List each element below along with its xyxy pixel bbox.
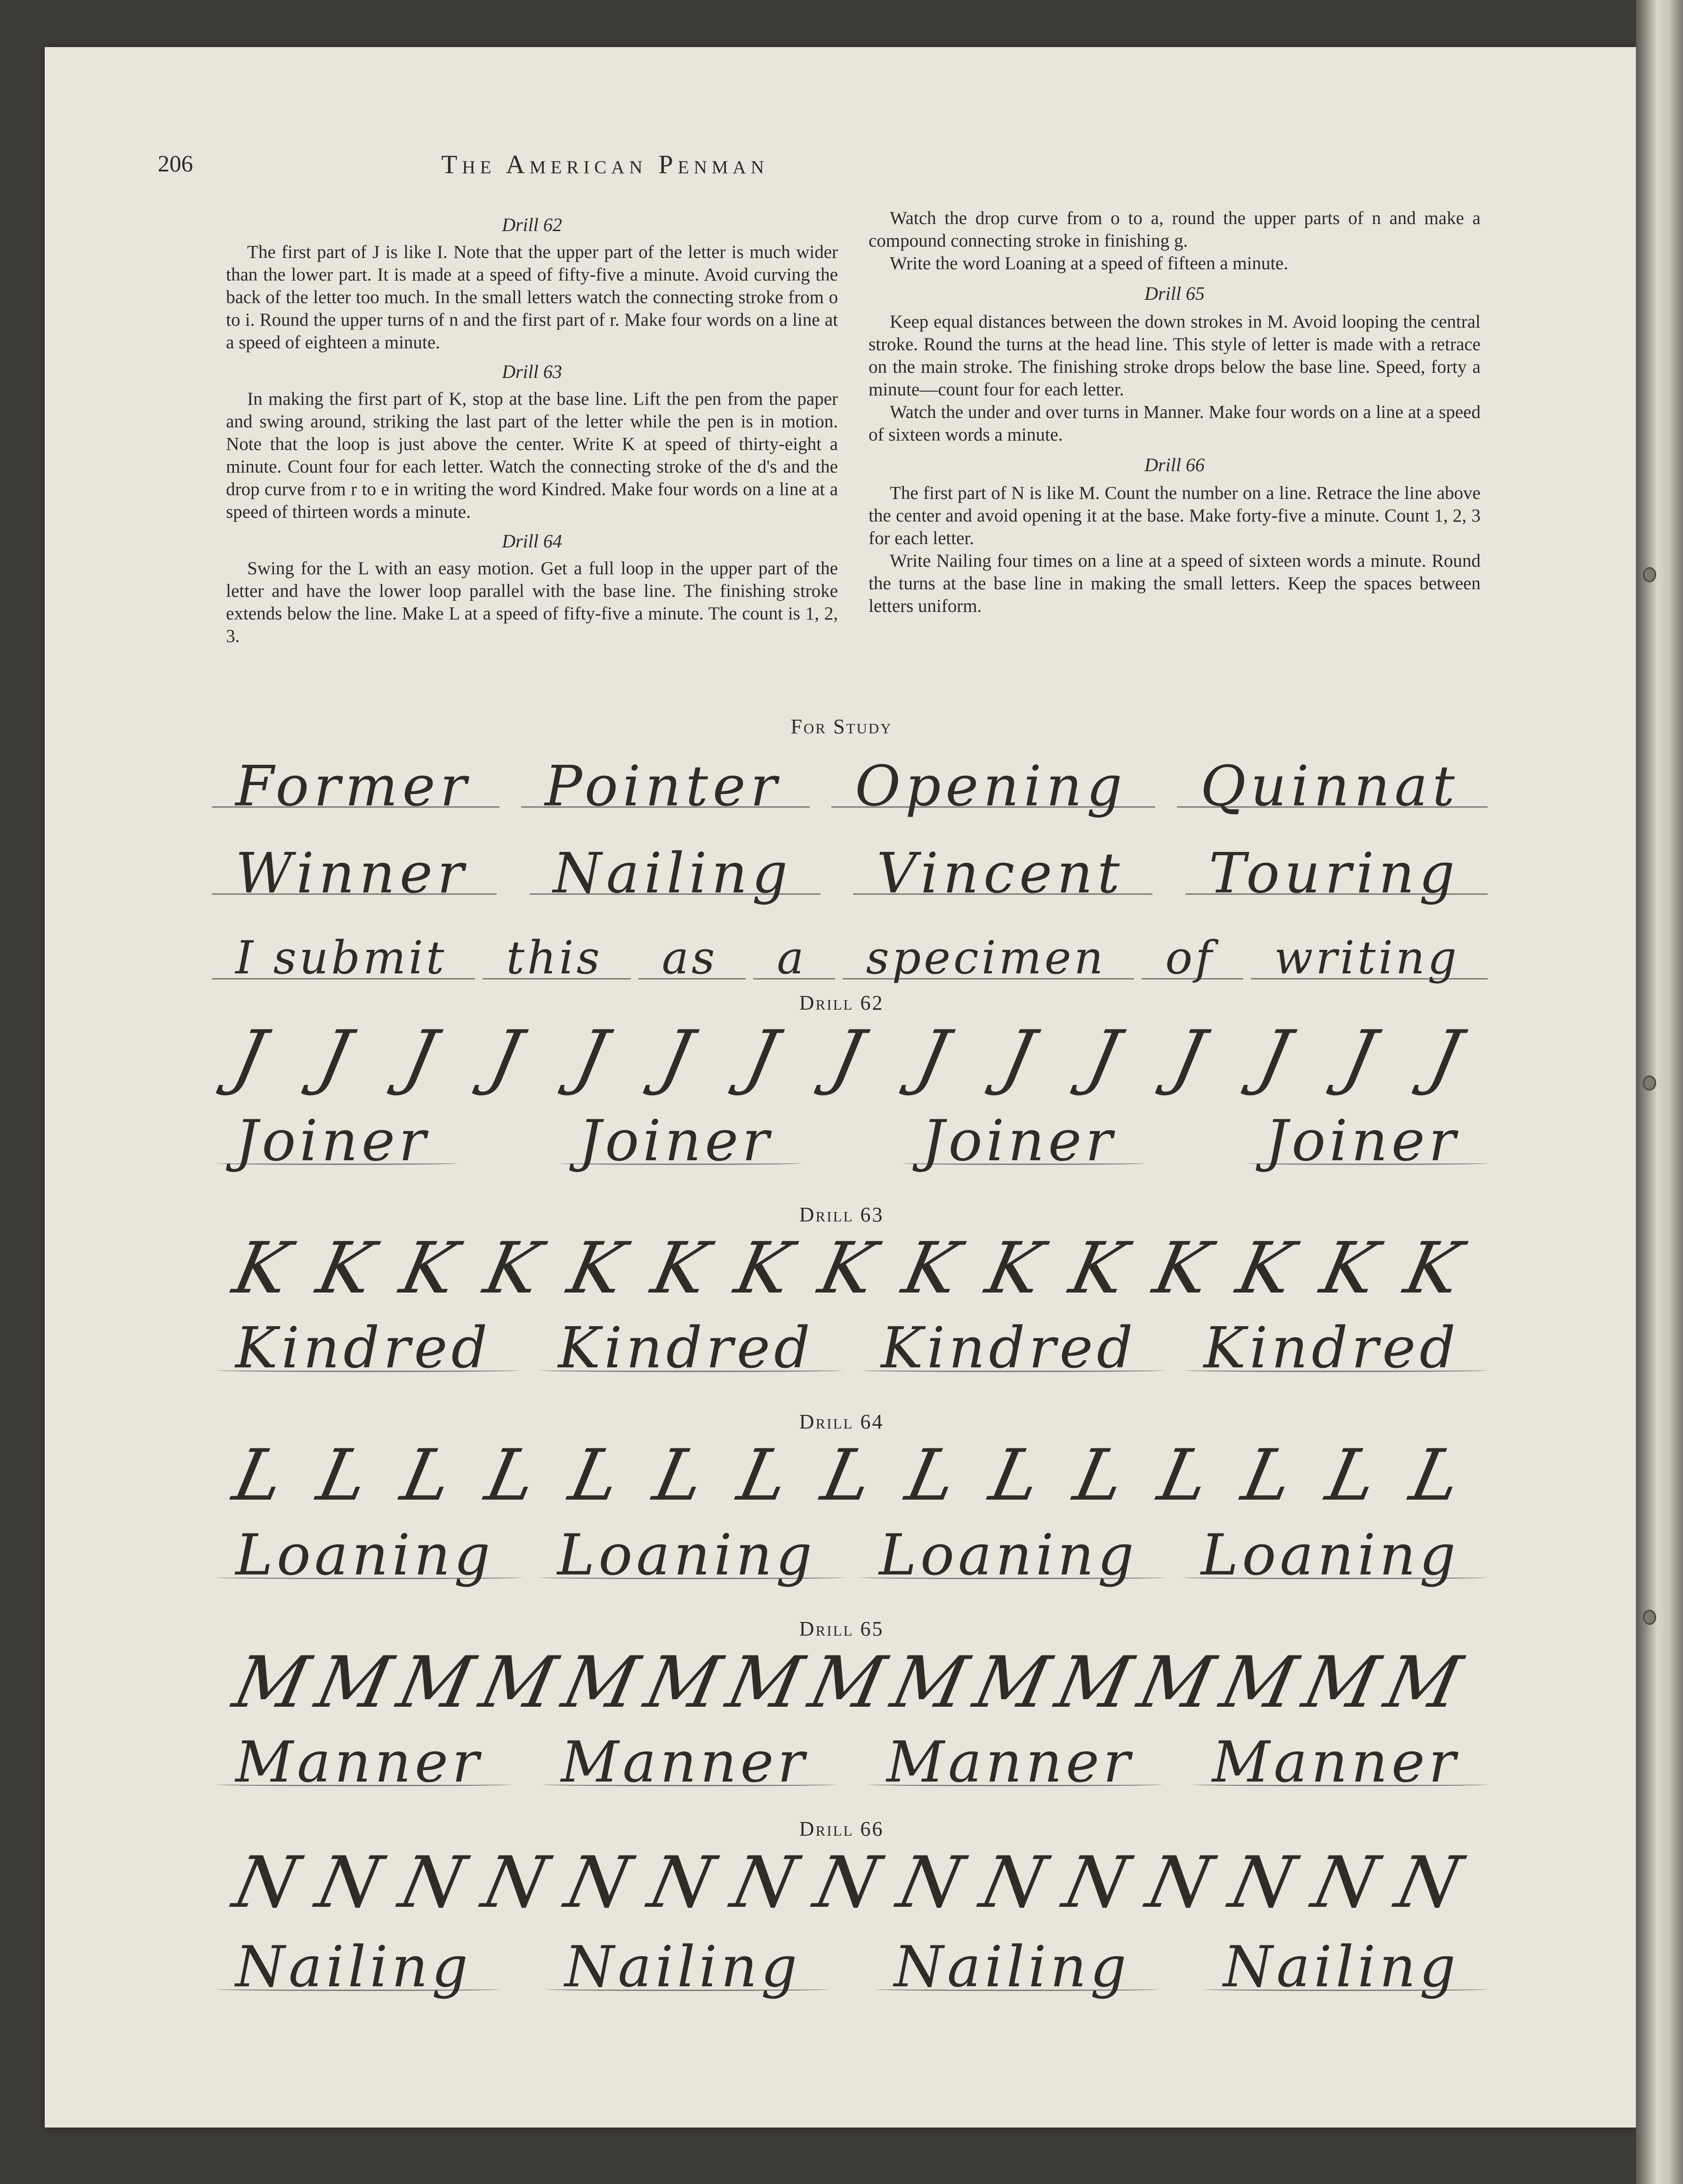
specimen-capital-letter: M	[638, 1642, 728, 1724]
specimen-word: Manner	[1212, 1725, 1459, 1800]
specimen-capital-letter: M	[391, 1642, 481, 1724]
specimen-capital-letter: K	[477, 1228, 548, 1309]
specimen-capital-letter: M	[226, 1642, 317, 1724]
specimen-capital-letter: J	[995, 1016, 1041, 1098]
specimen-word: Winner	[235, 835, 468, 911]
specimen-word: I submit	[235, 920, 447, 996]
specimen-word: Nailing	[1223, 1930, 1459, 2005]
specimen-word: Nailing	[894, 1930, 1130, 2005]
specimen-capital-letter: M	[473, 1642, 564, 1724]
specimen-word: Loaning	[557, 1518, 816, 1593]
specimen-capital-letter: J	[1251, 1016, 1297, 1098]
specimen-capital-letter: M	[967, 1642, 1057, 1724]
running-title: The American Penman	[441, 150, 769, 179]
right-column	[869, 207, 1481, 618]
specimen-capital-letter: M	[1049, 1642, 1139, 1724]
specimen-capital-letter: J	[1337, 1016, 1383, 1098]
specimen-capital-letter: L	[899, 1435, 964, 1517]
drill-66-heading: Drill 66	[1144, 454, 1205, 475]
specimen-word: Loaning	[1201, 1518, 1459, 1593]
specimen-capital-letter: J	[653, 1016, 700, 1098]
specimen-word: Joiner	[922, 1104, 1116, 1179]
specimen-capital-letter: L	[1152, 1435, 1216, 1517]
specimen-capital-letter: J	[910, 1016, 956, 1098]
specimen-capital-letter: K	[728, 1228, 799, 1309]
specimen-capital-letter: J	[1422, 1016, 1468, 1098]
specimen-word: Opening	[855, 748, 1127, 824]
drill-64-heading: Drill 64	[502, 530, 562, 552]
for-study-label: For Study	[790, 715, 893, 738]
specimen-capital-letter: J	[483, 1016, 529, 1098]
specimen-word: specimen	[866, 920, 1106, 996]
drill-63-letter-row	[226, 1228, 1468, 1309]
specimen-word: as	[662, 920, 718, 996]
drill-63-paragraph: In making the first part of K, stop at the base line. Lift the pen from the paper and swing around, striking the last part of the letter while the pen is in motion. Note that the loop is just above the center. Write K at speed of thirty-eight a minute. Count four for each letter. Watch the connecting stroke of the d's and the drop curve from r to e in writing the word Kindred. Make four words on a line at a speed of thirteen words a minute.	[226, 389, 838, 522]
specimen-word: Joiner	[1265, 1104, 1459, 1179]
specimen-capital-letter: J	[397, 1016, 443, 1098]
drill-66-label: Drill 66	[799, 1817, 884, 1840]
specimen-word: Manner	[886, 1725, 1134, 1800]
specimen-capital-letter: N	[475, 1842, 555, 1924]
study-row-2	[235, 835, 1459, 911]
specimen-capital-letter: K	[310, 1228, 381, 1309]
specimen-capital-letter: K	[1063, 1228, 1134, 1309]
specimen-word: Joiner	[579, 1104, 773, 1179]
specimen-capital-letter: L	[311, 1435, 375, 1517]
drill-62-word-row	[235, 1104, 1459, 1179]
specimen-capital-letter: N	[226, 1842, 306, 1924]
specimen-capital-letter: L	[226, 1435, 291, 1517]
drill-66-paragraph-1: The first part of N is like M. Count the number on a line. Retrace the line above the center and avoid opening it at the base. Make forty-five a minute. Count 1, 2, 3 for each letter.	[869, 483, 1481, 548]
drill-65-paragraph-2: Watch the under and over turns in Manner. Make four words on a line at a speed of sixteen words a minute.	[869, 402, 1481, 445]
drill-64-word-row	[235, 1518, 1459, 1593]
specimen-capital-letter: N	[891, 1842, 970, 1924]
specimen-word: Kindred	[558, 1311, 814, 1386]
specimen-word: Former	[235, 748, 471, 824]
specimen-capital-letter: K	[226, 1228, 297, 1309]
drill-63-label: Drill 63	[799, 1203, 884, 1226]
specimen-word: Touring	[1209, 835, 1459, 911]
drill-65-word-row	[235, 1725, 1459, 1800]
specimen-capital-letter: N	[558, 1842, 638, 1924]
specimen-capital-letter: L	[1403, 1435, 1468, 1517]
specimen-capital-letter: M	[1296, 1642, 1386, 1724]
drill-64-label: Drill 64	[799, 1410, 884, 1433]
drill-66-letter-row	[226, 1842, 1468, 1924]
specimen-capital-letter: N	[1140, 1842, 1219, 1924]
specimen-capital-letter: L	[563, 1435, 628, 1517]
drill-62-letter-row	[226, 1016, 1468, 1098]
drill-66-word-row	[235, 1930, 1459, 2005]
specimen-capital-letter: J	[1080, 1016, 1127, 1098]
specimen-capital-letter: M	[309, 1642, 399, 1724]
specimen-capital-letter: K	[1314, 1228, 1385, 1309]
specimen-capital-letter: J	[312, 1016, 358, 1098]
binding-rivet	[1643, 567, 1656, 582]
specimen-word: this	[506, 920, 602, 996]
drill-64-letter-row	[226, 1435, 1468, 1517]
specimen-capital-letter: M	[885, 1642, 974, 1724]
specimen-capital-letter: N	[725, 1842, 804, 1924]
specimen-capital-letter: L	[983, 1435, 1048, 1517]
specimen-capital-letter: J	[824, 1016, 870, 1098]
specimen-capital-letter: M	[1214, 1642, 1304, 1724]
specimen-capital-letter: M	[556, 1642, 646, 1724]
specimen-word: Kindred	[881, 1311, 1136, 1386]
specimen-capital-letter: M	[1378, 1642, 1468, 1724]
specimen-capital-letter: L	[1067, 1435, 1132, 1517]
specimen-capital-letter: K	[394, 1228, 464, 1309]
specimen-capital-letter: L	[479, 1435, 543, 1517]
specimen-word: Manner	[235, 1725, 483, 1800]
specimen-capital-letter: N	[642, 1842, 721, 1924]
specimen-word: Nailing	[553, 835, 792, 911]
specimen-word: Nailing	[564, 1930, 801, 2005]
binding-rivet	[1643, 1076, 1656, 1091]
specimen-capital-letter: J	[226, 1016, 273, 1098]
specimen-capital-letter: N	[1056, 1842, 1136, 1924]
specimen-capital-letter: N	[1223, 1842, 1302, 1924]
drill-62-label: Drill 62	[799, 991, 884, 1014]
loaning-paragraph-1: Watch the drop curve from o to a, round the upper parts of n and make a compound connecting stroke in finishing g.	[869, 208, 1481, 251]
specimen-word: Kindred	[1204, 1311, 1459, 1386]
specimen-capital-letter: J	[1166, 1016, 1212, 1098]
specimen-word: Quinnat	[1200, 748, 1459, 824]
specimen-capital-letter: N	[1389, 1842, 1468, 1924]
loaning-paragraph-2: Write the word Loaning at a speed of fifteen a minute.	[890, 253, 1288, 273]
specimen-capital-letter: K	[1398, 1228, 1468, 1309]
study-row-3	[235, 920, 1459, 996]
drill-65-paragraph-1: Keep equal distances between the down strokes in M. Avoid looping the central stroke. Round the turns at the head line. This style of letter is made with a retrace on the main stroke. The finishing stroke drops below the base line. Speed, forty a minute—count four for each letter.	[869, 312, 1481, 400]
specimen-capital-letter: L	[815, 1435, 880, 1517]
left-column	[226, 207, 838, 648]
specimen-word: Vincent	[877, 835, 1124, 911]
specimen-word: Joiner	[235, 1104, 429, 1179]
specimen-capital-letter: K	[645, 1228, 716, 1309]
drill-65-letter-row	[226, 1642, 1468, 1724]
specimen-capital-letter: L	[1235, 1435, 1300, 1517]
drill-63-heading: Drill 63	[502, 361, 562, 382]
specimen-capital-letter: M	[720, 1642, 810, 1724]
specimen-word: of	[1165, 920, 1215, 996]
specimen-capital-letter: N	[393, 1842, 472, 1924]
specimen-capital-letter: J	[739, 1016, 785, 1098]
specimen-word: Loaning	[879, 1518, 1137, 1593]
specimen-word: writing	[1274, 920, 1459, 996]
specimen-word: Loaning	[235, 1518, 494, 1593]
specimen-capital-letter: J	[568, 1016, 614, 1098]
specimen-capital-letter: L	[395, 1435, 459, 1517]
drill-66-paragraph-2: Write Nailing four times on a line at a speed of sixteen words a minute. Round the turns at the base line in making the small letters. Keep the spaces between letters uniform.	[869, 551, 1481, 616]
specimen-word: Manner	[561, 1725, 808, 1800]
specimen-word: a	[777, 920, 806, 996]
study-row-1	[235, 748, 1459, 824]
specimen-capital-letter: K	[1147, 1228, 1217, 1309]
book-binding	[1636, 0, 1683, 2184]
specimen-word: Pointer	[545, 748, 781, 824]
specimen-capital-letter: K	[812, 1228, 883, 1309]
specimen-capital-letter: M	[1131, 1642, 1222, 1724]
specimen-capital-letter: K	[979, 1228, 1050, 1309]
specimen-capital-letter: K	[1230, 1228, 1301, 1309]
specimen-capital-letter: L	[647, 1435, 712, 1517]
specimen-capital-letter: N	[974, 1842, 1053, 1924]
specimen-word: Kindred	[235, 1311, 491, 1386]
specimen-capital-letter: N	[1305, 1842, 1385, 1924]
specimen-capital-letter: K	[896, 1228, 966, 1309]
drill-64-paragraph: Swing for the L with an easy motion. Get a full loop in the upper part of the letter and have the lower loop parallel with the base line. The finishing stroke extends below the line. Make L at a speed of fifty-five a minute. The count is 1, 2, 3.	[226, 558, 838, 646]
drill-65-label: Drill 65	[799, 1617, 884, 1640]
drill-65-heading: Drill 65	[1144, 283, 1205, 304]
specimen-capital-letter: L	[1320, 1435, 1384, 1517]
specimen-word: Nailing	[235, 1930, 472, 2005]
page-number: 206	[158, 150, 193, 177]
specimen-capital-letter: L	[731, 1435, 796, 1517]
specimen-capital-letter: K	[561, 1228, 632, 1309]
specimen-capital-letter: M	[802, 1642, 893, 1724]
specimen-capital-letter: N	[807, 1842, 887, 1924]
drill-63-word-row	[235, 1311, 1459, 1386]
specimen-capital-letter: N	[309, 1842, 389, 1924]
drill-62-heading: Drill 62	[502, 214, 562, 235]
drill-62-paragraph: The first part of J is like I. Note that the upper part of the letter is much wider than the lower part. It is made at a speed of fifty-five a minute. Avoid curving the back of the letter too much. In the small letters watch the connecting stroke from o to i. Round the upper turns of n and the first part of r. Make four words on a line at a speed of eighteen a minute.	[226, 242, 838, 353]
